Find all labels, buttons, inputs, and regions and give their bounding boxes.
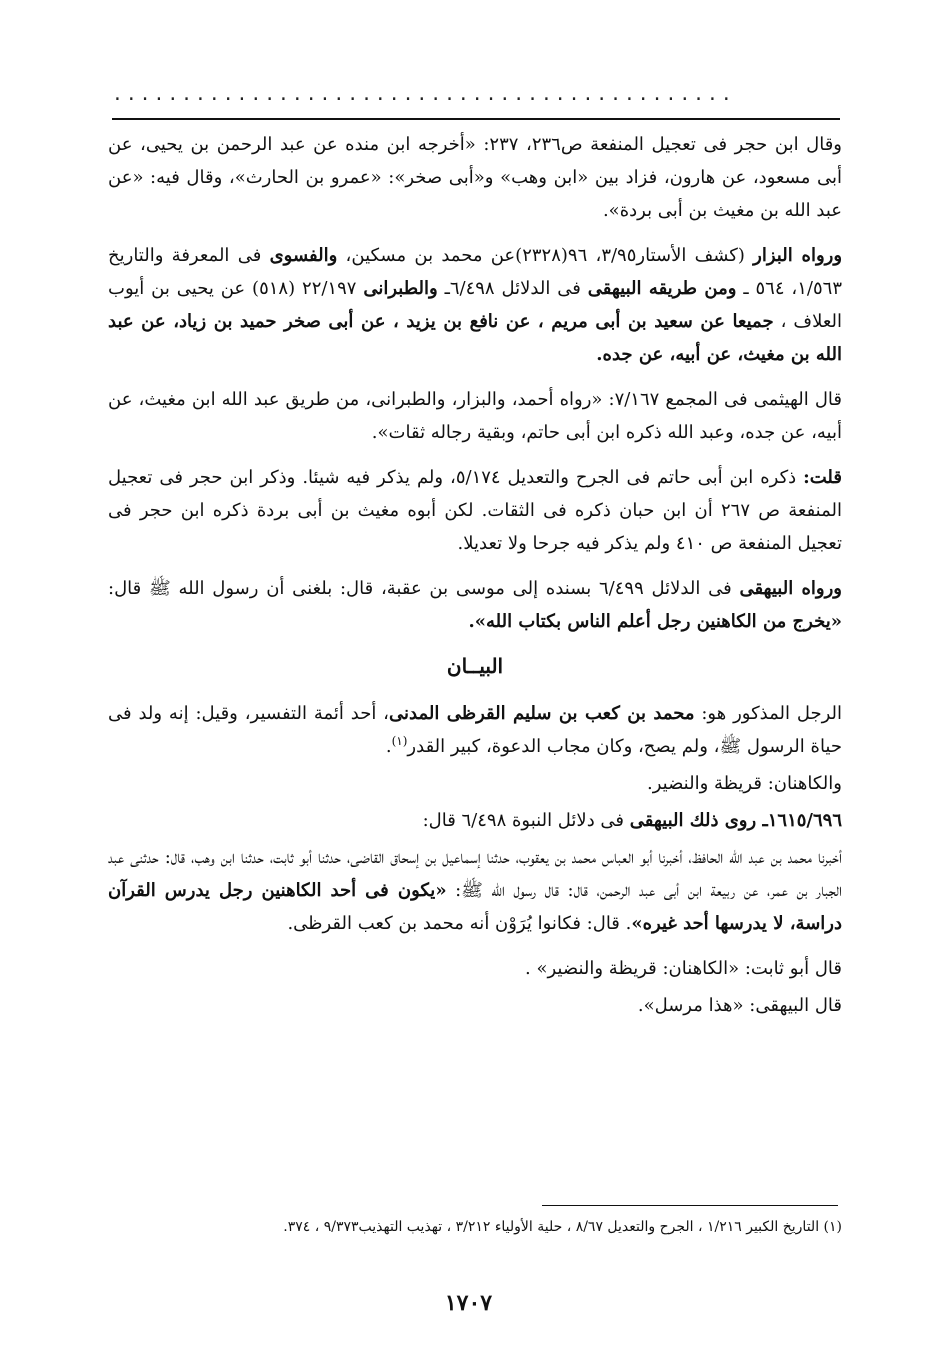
text-segment: فى الدلائل ٦/٤٩٨ـ	[437, 278, 588, 299]
text-segment: أخبرنا محمد بن عبد الله الحافظ، أخبرنا أبو العباس محمد بن يعقوب، حدثنا إسماعيل بن إسحاق القاضى، حدثنا أبو ثابت، حدثنا ابن وهب، قال: حدثنى عبد الجبار بن عمر، عن ربيعة ابن أبى عبد الرحمن، قال: قال رسول الله ﷺ:	[108, 847, 842, 901]
text-segment: .	[385, 736, 392, 757]
bold-phrase: محمد بن كعب بن سليم القرظى المدنى	[389, 703, 695, 724]
text-segment: (كشف الأستار٣/٩٥، ٩٦(٢٣٢٨)عن محمد بن مسكين،	[337, 245, 754, 266]
bold-phrase: ورواه البزار	[753, 245, 843, 266]
footnote-rule	[542, 1205, 838, 1206]
text-segment: الرجل المذكور هو:	[694, 703, 843, 724]
bold-phrase: ١٦١٥/٦٩٦ـ روى ذلك البيهقى	[629, 810, 842, 831]
text-segment: . قال: فكانوا يُرَوْن أنه محمد بن كعب القرظى.	[287, 913, 632, 934]
paragraph-qultu	[108, 461, 842, 560]
paragraph-bayhaqi-mursal: قال البيهقى: «هذا مرسل».	[637, 995, 842, 1016]
page-body	[108, 128, 842, 1026]
text-segment: فى المعرفة والتاريخ ١/٥٦٣، ٥٦٤ ـ	[108, 245, 842, 299]
page-number: ١٧٠٧	[444, 1290, 493, 1316]
footnote-reference[interactable]: (١)	[391, 734, 408, 748]
bold-phrase: جميعا عن سعيد بن أبى مريم ، عن نافع بن يزيد ، عن أبى صخر حميد بن زياد، عن عبد الله بن مغيث، عن أبيه، عن جده.	[108, 311, 842, 365]
bold-phrase: «يخرج من الكاهنين رجل أعلم الناس بكتاب الله».	[468, 611, 842, 632]
section-heading: البيــان	[446, 654, 504, 678]
paragraph-isnad	[108, 841, 842, 940]
paragraph-kahinan: والكاهنان: قريظة والنضير.	[646, 773, 842, 794]
paragraph-explanation	[108, 697, 842, 763]
text-segment: ذكره ابن أبى حاتم فى الجرح والتعديل ٥/١٧٤، ولم يذكر فيه شيئا. وذكر ابن حجر فى تعجيل المنفعة ص ٢٦٧ أن ابن حبان ذكره فى الثقات. لكن أبوه مغيث بن أبى بردة ذكره ابن حجر فى تعجيل المنفعة ص ٤١٠ ولم يذكر فيه جرحا ولا تعديلا.	[108, 467, 843, 554]
text-segment: فى الدلائل ٦/٤٩٩ بسنده إلى موسى بن عقبة، قال: بلغنى أن رسول الله ﷺ قال:	[108, 578, 740, 599]
footnote: (١) التاريخ الكبير ١/٢١٦ ، الجرح والتعديل ٨/٦٧ ، حلية الأولياء ٣/٢١٢ ، تهذيب التهذيب٩/٣٧٣ ، ٣٧٤.	[283, 1219, 842, 1235]
bold-phrase: والطبرانى	[363, 278, 438, 299]
paragraph-bayhaqi	[108, 572, 842, 638]
bold-phrase: ورواه البيهقى	[739, 578, 843, 599]
bold-phrase: والفسوى	[269, 245, 338, 266]
text-segment: ، أحد أئمة التفسير، وقيل: إنه ولد فى حياة الرسول ﷺ، ولم يصح، وكان مجاب الدعوة، كبير القدر	[108, 703, 842, 757]
paragraph-hadith-number	[108, 804, 842, 837]
bold-phrase: ومن طريقه البيهقى	[587, 278, 737, 299]
header-dotted-line: .............................................	[112, 84, 735, 105]
text-segment: ٢٢/١٩٧ (٥١٨) عن يحيى بن أيوب العلاف ،	[108, 278, 842, 332]
header-rule	[112, 118, 840, 120]
bold-phrase: «يكون فى أحد الكاهنين رجل يدرس القرآن دراسة، لا يدرسها أحد غيره»	[108, 880, 842, 934]
paragraph-haythami: قال الهيثمى فى المجمع ٧/١٦٧: «رواه أحمد، والبزار، والطبرانى، من طريق عبد الله ابن مغيث، عن أبيه، عن جده، وعبد الله ذكره ابن أبى حاتم، وبقية رجاله ثقات».	[108, 389, 842, 443]
paragraph-abu-thabit: قال أبو ثابت: «الكاهنان: قريظة والنضير» .	[525, 958, 842, 979]
paragraph-bazzar	[108, 239, 842, 371]
text-segment: فى دلائل النبوة ٦/٤٩٨ قال:	[422, 810, 630, 831]
bold-phrase: قلت:	[803, 467, 842, 488]
paragraph-ibn-hajar: وقال ابن حجر فى تعجيل المنفعة ص٢٣٦، ٢٣٧: «أخرجه ابن منده عن عبد الرحمن بن يحيى، عن أبى مسعود، عن هارون، فزاد بين «ابن وهب» و«أبى صخر»: «عمرو بن الحارث»، وقال فيه: «عن عبد الله بن مغيث بن أبى بردة».	[108, 134, 842, 221]
